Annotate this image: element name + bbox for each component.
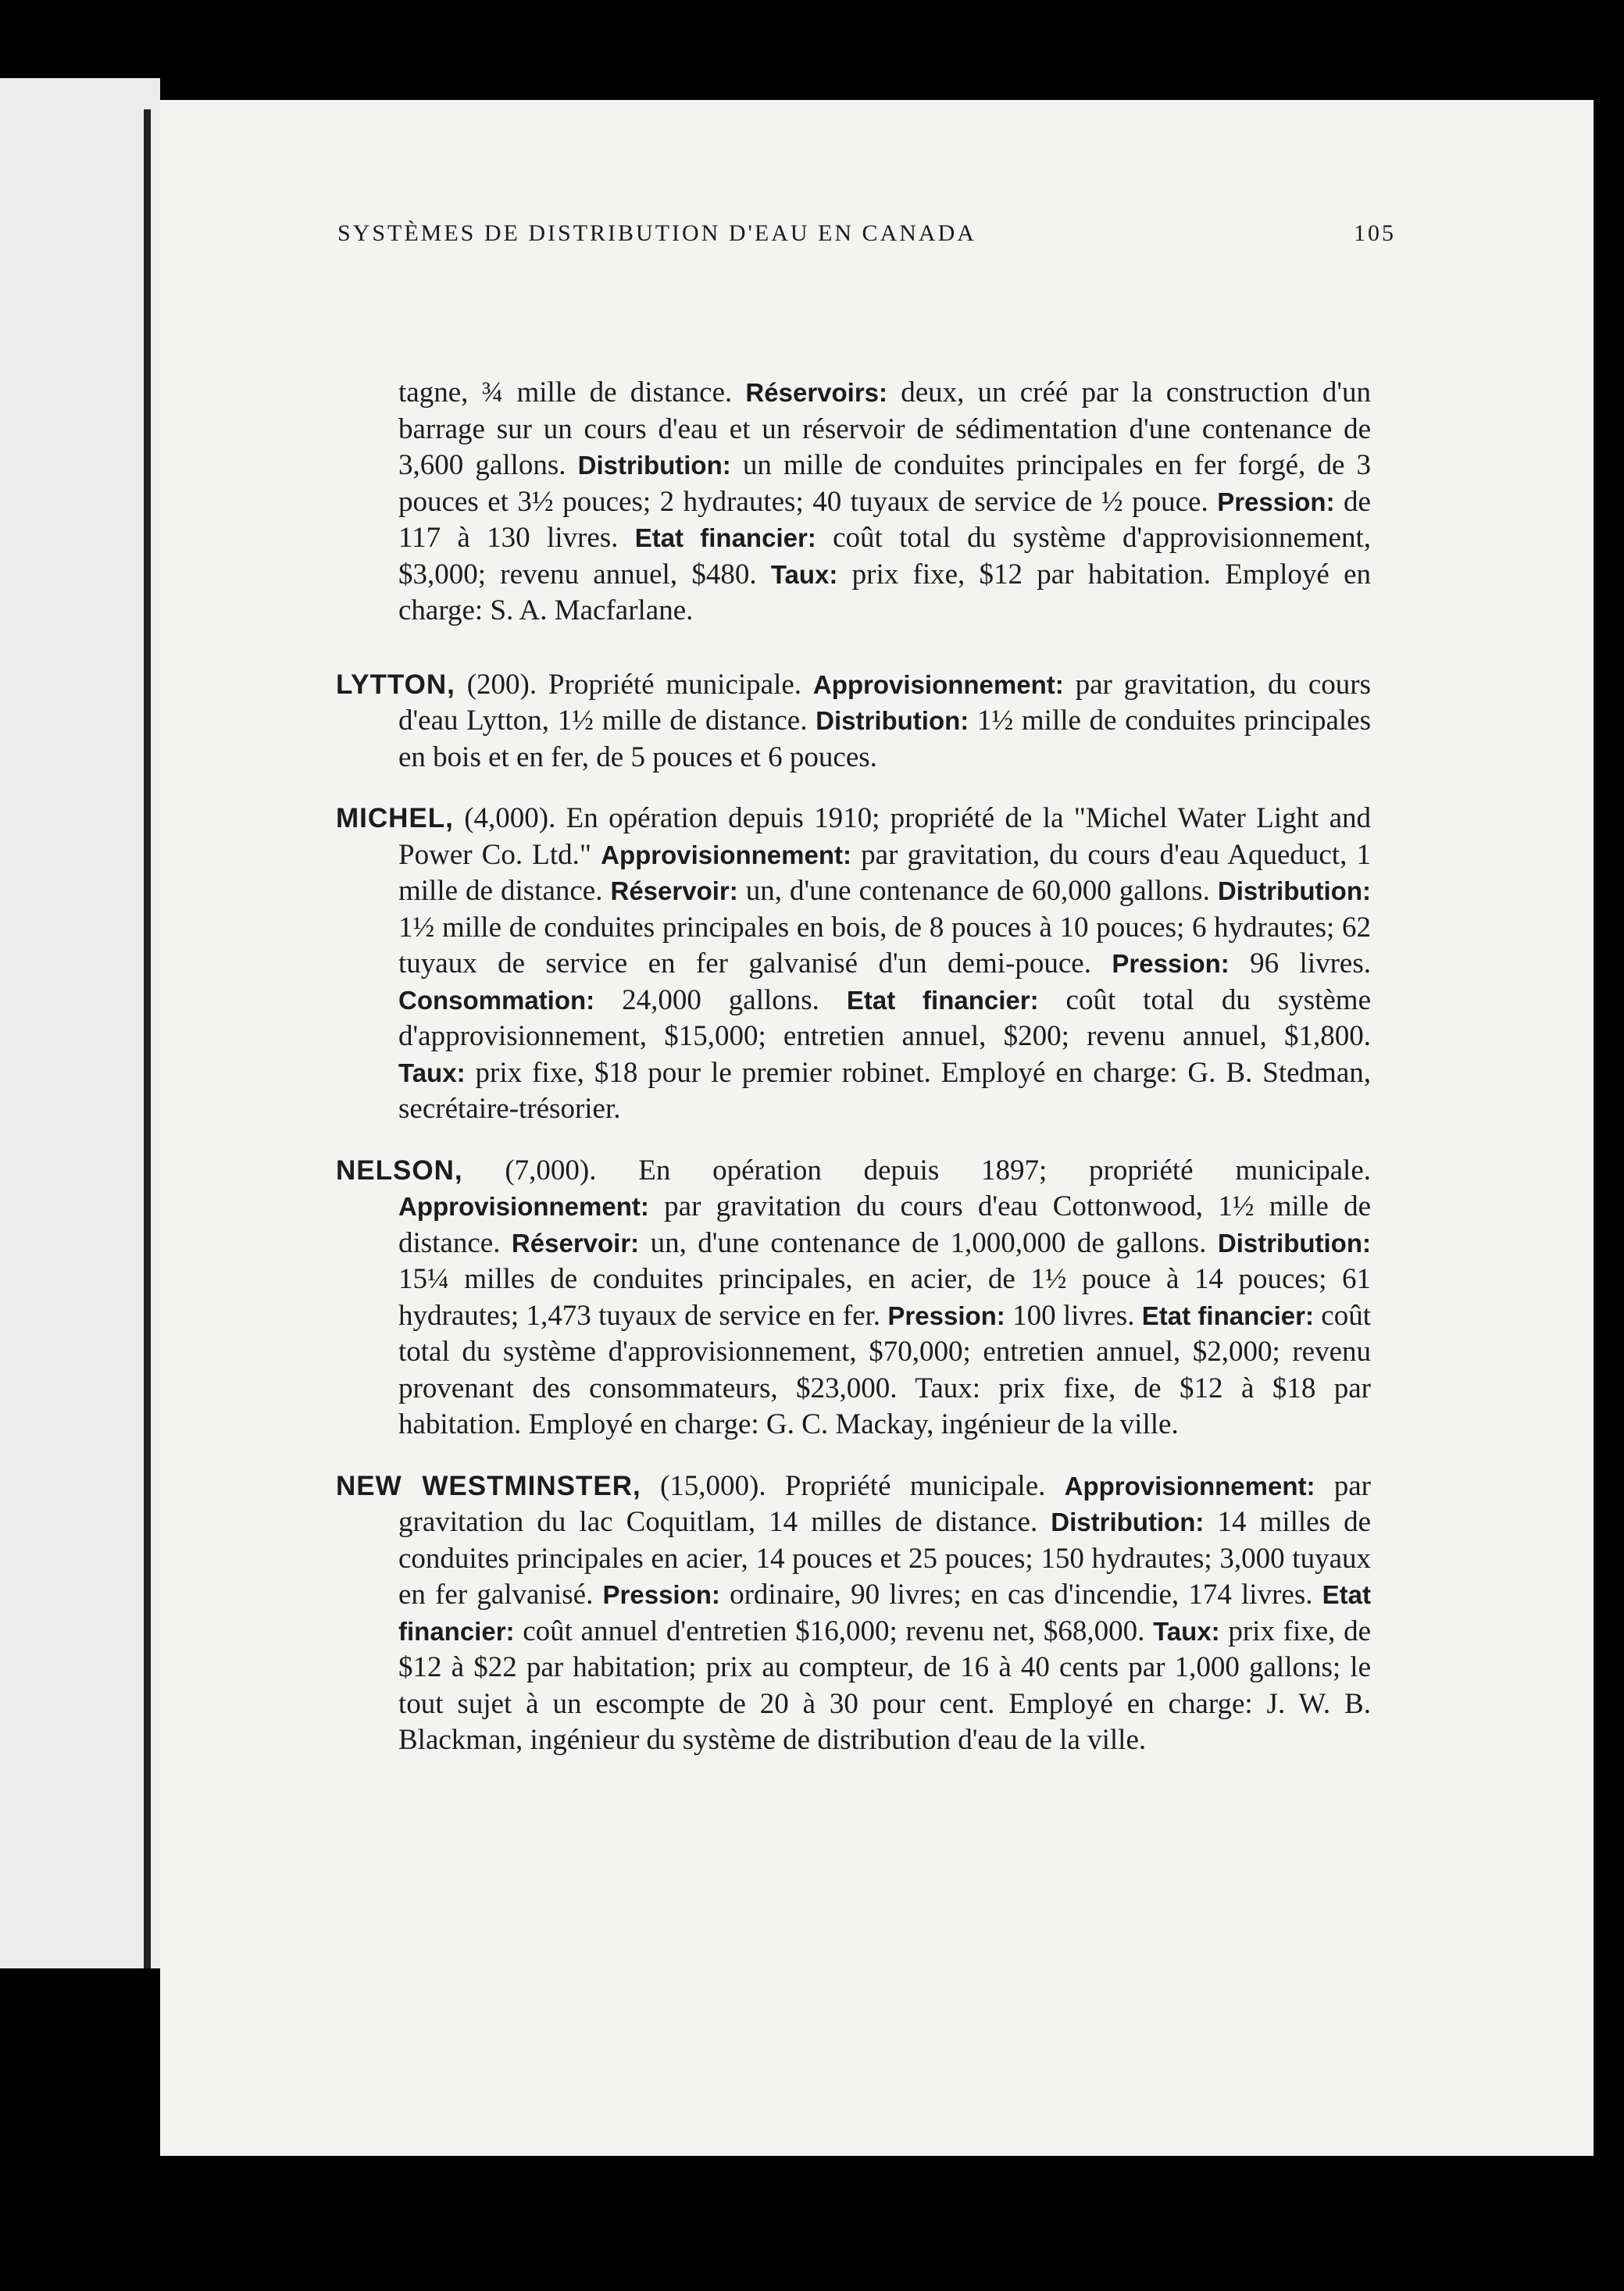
continued-paragraph [336, 375, 1371, 630]
field-key: Approvisionnement: [812, 669, 1064, 699]
entry-text: par gravitation, du cours d'eau Aqueduct, 1 mille de distance. [398, 838, 1371, 907]
field-key: Pression: [1217, 487, 1335, 516]
town-name: NELSON, [336, 1154, 463, 1186]
continued-entry [336, 375, 1371, 630]
entry-text: par gravitation, du cours d'eau Lytton, 1½ mille de distance. [398, 668, 1371, 737]
entry [336, 801, 1371, 1128]
entry-text: 1½ mille de conduites principales en bois, de 8 pouces à 10 pouces; 6 hydrautes; 62 tuyaux de service en fer galvanisé d'un demi-pouce. [398, 911, 1371, 980]
field-key: Approvisionnement: [398, 1192, 649, 1221]
town-name: LYTTON, [336, 669, 455, 700]
field-key: Distribution: [1051, 1508, 1205, 1536]
entry [336, 1468, 1371, 1759]
field-key: Etat financier: [1141, 1301, 1314, 1330]
entry-text: (4,000). En opération depuis 1910; propriété de la "Michel Water Light and Power Co. Ltd." [398, 802, 1371, 871]
field-key: Taux: [770, 559, 838, 589]
entry-text: (200). Propriété municipale. [455, 668, 813, 701]
entry-text: deux, un créé par la construction d'un barrage sur un cours d'eau et un réservoir de sédimentation d'une contenance de 3,600 gallons. [398, 376, 1371, 481]
previous-page-edge [0, 78, 160, 1968]
entry-text: prix fixe, $18 pour le premier robinet. Employé en charge: G. B. Stedman, secrétaire-trésorier. [398, 1056, 1371, 1125]
entry-text: 1½ mille de conduites principales en bois et en fer, de 5 pouces et 6 pouces. [398, 705, 1372, 773]
entry-text: tagne, ¾ mille de distance. [398, 376, 746, 409]
entry-paragraph [336, 801, 1371, 1128]
field-key: Taux: [398, 1058, 466, 1087]
field-key: Réservoir: [511, 1228, 640, 1258]
entry-text: (15,000). Propriété municipale. [641, 1469, 1065, 1502]
entry-paragraph [336, 667, 1371, 776]
entry-text: par gravitation du cours d'eau Cottonwood, 1½ mille de distance. [398, 1190, 1371, 1259]
field-key: Distribution: [577, 451, 731, 480]
page-content [336, 375, 1371, 1784]
entry-text: un, d'une contenance de 1,000,000 de gallons. [639, 1226, 1218, 1259]
entry-paragraph [336, 1468, 1371, 1759]
field-key: Pression: [887, 1301, 1005, 1330]
entry-text: coût annuel d'entretien $16,000; revenu net, $68,000. [514, 1615, 1154, 1647]
field-key: Approvisionnement: [601, 840, 851, 869]
page-number: 105 [1354, 220, 1396, 246]
entry [336, 1153, 1371, 1443]
field-key: Distribution: [1217, 1228, 1371, 1258]
entry-text: 15¼ milles de conduites principales, en acier, de 1½ pouce à 14 pouces; 61 hydrautes; 1,473 tuyaux de service en fer. [398, 1263, 1371, 1332]
field-key: Etat financier: [398, 1580, 1372, 1646]
running-header [337, 220, 1396, 247]
entry-text: 100 livres. [1005, 1299, 1142, 1332]
field-key: Etat financier: [634, 523, 816, 552]
entry-text: 24,000 gallons. [594, 983, 847, 1016]
field-key: Consommation: [398, 985, 595, 1015]
entry-list [336, 667, 1371, 1759]
field-key: Approvisionnement: [1064, 1471, 1315, 1501]
entry-text: un mille de conduites principales en fer forgé, de 3 pouces et 3½ pouces; 2 hydrautes; 40 tuyaux de service de ½ pouce. [398, 449, 1371, 518]
entry-text: (7,000). En opération depuis 1897; propriété municipale. [462, 1154, 1371, 1187]
town-name: MICHEL, [336, 803, 454, 833]
entry-text: prix fixe, $12 par habitation. Employé en charge: S. A. Macfarlane. [398, 558, 1371, 626]
field-key: Pression: [602, 1580, 720, 1609]
field-key: Taux: [1153, 1616, 1220, 1646]
entry-text: de 117 à 130 livres. [398, 485, 1371, 554]
field-key: Réservoirs: [745, 378, 888, 407]
field-key: Distribution: [816, 706, 969, 735]
entry-paragraph [336, 1153, 1371, 1443]
entry-text: 14 milles de conduites principales en acier, 14 pouces et 25 pouces; 150 hydrautes; 3,000 tuyaux en fer galvanisé. [398, 1506, 1371, 1611]
entry [336, 667, 1371, 776]
binding-shadow [144, 109, 151, 1968]
entry-text: prix fixe, de $12 à $22 par habitation; prix au compteur, de 16 à 40 cents par 1,000 gallons; le tout sujet à un escompte de 20 à 30 pour cent. Employé en charge: J. W. B. Blackman, ingénieur du système de distribution d'eau de la ville. [398, 1615, 1372, 1756]
entry-text: 96 livres. [1229, 947, 1371, 980]
field-key: Etat financier: [846, 985, 1039, 1015]
entry-text: un, d'une contenance de 60,000 gallons. [737, 875, 1218, 907]
field-key: Distribution: [1217, 876, 1371, 905]
entry-text: coût total du système d'approvisionnement, $3,000; revenu annuel, $480. [398, 522, 1371, 591]
entry-text: coût total du système d'approvisionnement, $70,000; entretien annuel, $2,000; revenu provenant des consommateurs, $23,000. Taux: prix fixe, de $12 à $18 par habitation. Employé en charge: G. C. Mackay, ingénieur de la ville. [398, 1299, 1372, 1440]
field-key: Pression: [1112, 949, 1230, 978]
running-title: SYSTÈMES DE DISTRIBUTION D'EAU EN CANADA [337, 220, 976, 246]
town-name: NEW WESTMINSTER, [336, 1470, 641, 1501]
entry-text: ordinaire, 90 livres; en cas d'incendie, 174 livres. [719, 1579, 1322, 1611]
field-key: Réservoir: [610, 876, 738, 905]
entry-text: par gravitation du lac Coquitlam, 14 milles de distance. [398, 1469, 1371, 1538]
entry-text: coût total du système d'approvisionnement, $15,000; entretien annuel, $200; revenu annuel, $1,800. [398, 983, 1371, 1052]
